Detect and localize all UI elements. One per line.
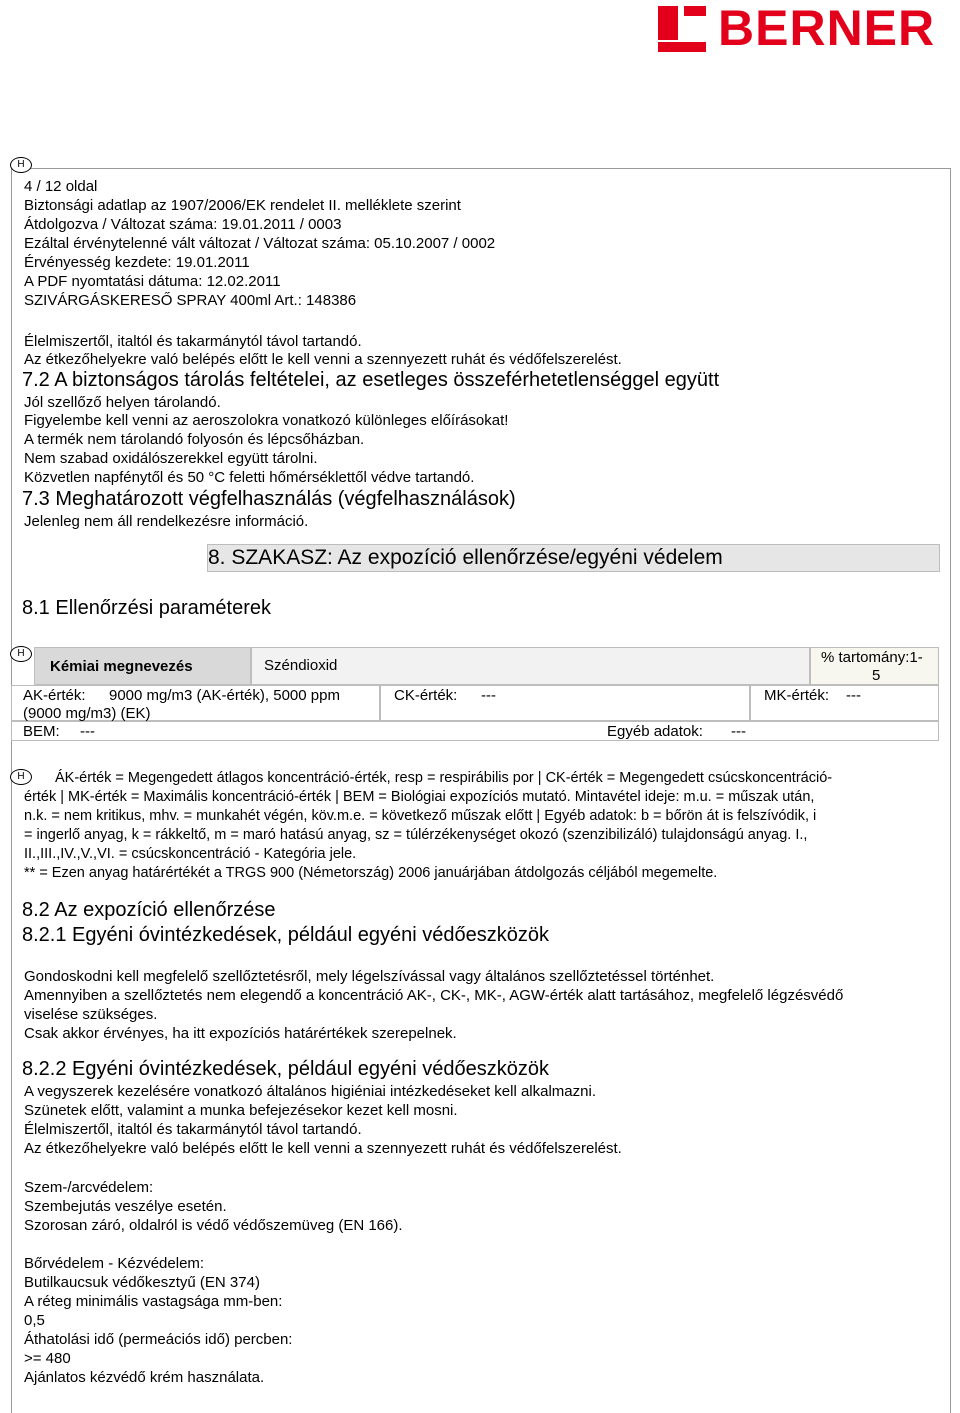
ck-value: --- <box>481 687 496 704</box>
header-line: Érvényesség kezdete: 19.01.2011 <box>24 254 250 271</box>
legend-line: = ingerlő anyag, k = rákkeltő, m = maró hatású anyag, sz = túlérzékenységet okozó (szenzibilizáló) tulajdonságú anyag. I., <box>24 827 808 843</box>
mk-cell <box>750 685 939 721</box>
paragraph-line: Amennyiben a szellőztetés nem elegendő a koncentráció AK-, CK-, MK-, AGW-érték alatt tartásához, megfelelő légzésvédő <box>24 987 844 1004</box>
concentration-range-cell <box>810 647 939 685</box>
section-heading-7-3: 7.3 Meghatározott végfelhasználás (végfelhasználások) <box>22 488 516 510</box>
berner-logo <box>658 0 960 56</box>
h-marker: H <box>10 769 32 785</box>
paragraph-line: Élelmiszertől, italtól és takarmánytól távol tartandó. <box>24 333 362 350</box>
paragraph-line: Ajánlatos kézvédő krém használata. <box>24 1369 265 1386</box>
paragraph-line: Jelenleg nem áll rendelkezésre információ. <box>24 513 309 530</box>
paragraph-line: A vegyszerek kezelésére vonatkozó általános higiéniai intézkedéseket kell alkalmazni. <box>24 1083 596 1100</box>
mk-value: --- <box>846 687 861 704</box>
other-data-label: Egyéb adatok: <box>607 723 703 740</box>
section-heading-7-2: 7.2 A biztonságos tárolás feltételei, az esetleges összeférhetetlenséggel együtt <box>22 369 720 391</box>
header-line: A PDF nyomtatási dátuma: 12.02.2011 <box>24 273 281 290</box>
bem-row <box>11 721 939 741</box>
paragraph-line: Áthatolási idő (permeációs idő) percben: <box>24 1331 293 1348</box>
ck-label: CK-érték: <box>394 687 458 704</box>
paragraph-line: A termék nem tárolandó folyosón és lépcsőházban. <box>24 431 365 448</box>
ck-cell <box>380 685 750 721</box>
substance-cell <box>251 647 810 685</box>
section-heading-8-2-1: 8.2.1 Egyéni óvintézkedések, például egyéni védőeszközök <box>22 924 550 946</box>
ak-value: 9000 mg/m3 (AK-érték), 5000 ppm <box>109 687 340 704</box>
paragraph-line: >= 480 <box>24 1350 71 1367</box>
legend-line: n.k. = nem kritikus, mhv. = munkahét végén, köv.m.e. = következő műszak előtt | Egyéb adatok: b = bőrön át is felszívódik, i <box>24 808 817 824</box>
paragraph-line: viselése szükséges. <box>24 1006 158 1023</box>
paragraph-line: A réteg minimális vastagsága mm-ben: <box>24 1293 283 1310</box>
paragraph-line: Gondoskodni kell megfelelő szellőztetésről, mely légelszívással vagy általános szellőztetéssel történhet. <box>24 968 715 985</box>
section-8-title: 8. SZAKASZ: Az expozíció ellenőrzése/egyéni védelem <box>208 546 723 569</box>
paragraph-line: Szünetek előtt, valamint a munka befejezésekor kezet kell mosni. <box>24 1102 458 1119</box>
paragraph-line: Figyelembe kell venni az aeroszolokra vonatkozó különleges előírásokat! <box>24 412 509 429</box>
legend-line: ÁK-érték = Megengedett átlagos koncentráció-érték, resp = respirábilis por | CK-érték = Megengedett csúcskoncentráció- <box>55 770 833 786</box>
eye-protection-heading: Szem-/arcvédelem: <box>24 1179 154 1196</box>
berner-logo-text: BERNER <box>718 0 936 56</box>
section-heading-8-2-2: 8.2.2 Egyéni óvintézkedések, például egyéni védőeszközök <box>22 1058 550 1080</box>
ak-cell <box>11 685 380 721</box>
paragraph-line: Élelmiszertől, italtól és takarmánytól távol tartandó. <box>24 1121 362 1138</box>
concentration-range-value: 5 <box>872 667 881 684</box>
paragraph-line: Jól szellőző helyen tárolandó. <box>24 394 221 411</box>
paragraph-line: Szembejutás veszélye esetén. <box>24 1198 227 1215</box>
ak-value: (9000 mg/m3) (EK) <box>23 705 151 722</box>
legend-line: II.,III.,IV.,V.,VI. = csúcskoncentráció - Kategória jele. <box>24 846 357 862</box>
section-heading-8-1: 8.1 Ellenőrzési paraméterek <box>22 597 272 619</box>
h-marker: H <box>10 646 32 662</box>
other-data-value: --- <box>731 723 746 740</box>
paragraph-line: 0,5 <box>24 1312 45 1329</box>
bem-label: BEM: <box>23 723 60 740</box>
paragraph-line: Közvetlen napfénytől és 50 °C feletti hőmérséklettől védve tartandó. <box>24 469 475 486</box>
chemical-name-header <box>34 647 251 685</box>
header-line: SZIVÁRGÁSKERESŐ SPRAY 400ml Art.: 148386 <box>24 292 357 309</box>
paragraph-line: Csak akkor érvényes, ha itt expozíciós határértékek szerepelnek. <box>24 1025 457 1042</box>
legend-line: érték | MK-érték = Maximális koncentráció-érték | BEM = Biológiai expozíciós mutató. Mintavétel ideje: m.u. = műszak után, <box>24 789 815 805</box>
header-line: Átdolgozva / Változat száma: 19.01.2011 / 0003 <box>24 216 342 233</box>
ak-label: AK-érték: <box>23 687 86 704</box>
substance-name: Széndioxid <box>264 657 338 674</box>
bem-value: --- <box>80 723 95 740</box>
concentration-range-label: % tartomány:1- <box>821 649 923 666</box>
legend-line: ** = Ezen anyag határértékét a TRGS 900 (Németország) 2006 januárjában átdolgozás céljából megemelte. <box>24 865 718 881</box>
header-line: 4 / 12 oldal <box>24 178 98 195</box>
skin-protection-heading: Bőrvédelem - Kézvédelem: <box>24 1255 205 1272</box>
section-8-title-bar <box>207 544 940 572</box>
header-line: Ezáltal érvénytelenné vált változat / Változat száma: 05.10.2007 / 0002 <box>24 235 496 252</box>
paragraph-line: Az étkezőhelyekre való belépés előtt le kell venni a szennyezett ruhát és védőfelszerelést. <box>24 351 622 368</box>
chemical-name-label: Kémiai megnevezés <box>50 658 193 675</box>
berner-logo-mark <box>658 6 706 52</box>
header-line: Biztonsági adatlap az 1907/2006/EK rendelet II. melléklete szerint <box>24 197 461 214</box>
paragraph-line: Nem szabad oxidálószerekkel együtt tárolni. <box>24 450 318 467</box>
paragraph-line: Szorosan záró, oldalról is védő védőszemüveg (EN 166). <box>24 1217 403 1234</box>
paragraph-line: Az étkezőhelyekre való belépés előtt le kell venni a szennyezett ruhát és védőfelszerelést. <box>24 1140 622 1157</box>
section-heading-8-2: 8.2 Az expozíció ellenőrzése <box>22 899 276 921</box>
h-marker: H <box>10 157 32 173</box>
mk-label: MK-érték: <box>764 687 830 704</box>
paragraph-line: Butilkaucsuk védőkesztyű (EN 374) <box>24 1274 260 1291</box>
